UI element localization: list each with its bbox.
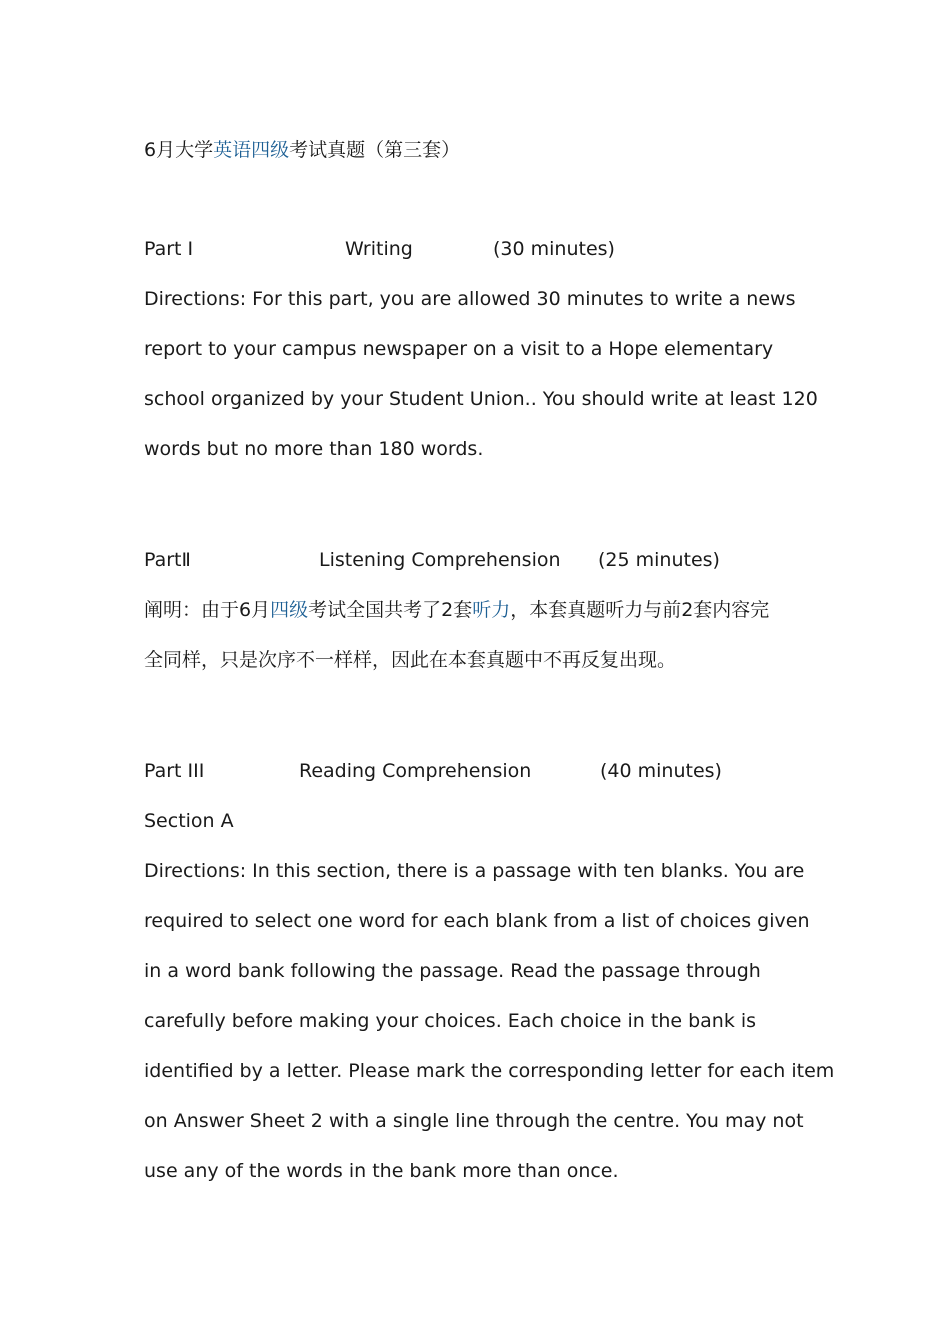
part1-label: Part I [144,238,194,260]
part3-directions-line: in a word bank following the passage. Read the passage through [144,960,761,982]
part3-directions-line: use any of the words in the bank more than once. [144,1160,619,1182]
part2-name: Listening Comprehension [319,549,561,571]
part2-note-text: 阐明：由于6月 [144,599,271,621]
title-prefix: 6月大学 [144,139,214,161]
part1-time: (30 minutes) [493,238,615,260]
part3-label: Part III [144,760,205,782]
part1-directions-line: Directions: For this part, you are allowed 30 minutes to write a news [144,288,796,310]
part2-time: (25 minutes) [598,549,720,571]
section-a-heading: Section A [144,810,234,832]
part2-heading [144,547,844,573]
part2-note-text: 考试全国共考了2套 [308,599,473,621]
part2-label: PartⅡ [144,549,191,571]
part3-directions-line: required to select one word for each blank from a list of choices given [144,910,810,932]
part1-name: Writing [345,238,413,260]
part3-directions-line: identified by a letter. Please mark the corresponding letter for each item [144,1060,835,1082]
part3-heading [144,758,844,784]
part3-directions-line: Directions: In this section, there is a passage with ten blanks. You are [144,860,805,882]
part3-time: (40 minutes) [600,760,722,782]
title-link-cet4[interactable]: 英语四级 [213,139,290,161]
part3-directions-line: on Answer Sheet 2 with a single line through the centre. You may not [144,1110,804,1132]
part1-directions-line: school organized by your Student Union.. You should write at least 120 [144,388,818,410]
part2-note-line [144,597,769,623]
part2-link-listening[interactable]: 听力 [472,599,511,621]
document-title [144,137,460,163]
part3-directions-line: carefully before making your choices. Each choice in the bank is [144,1010,757,1032]
part1-directions-line: words but no more than 180 words. [144,438,484,460]
part1-directions-line: report to your campus newspaper on a visit to a Hope elementary [144,338,774,360]
title-suffix: 考试真题（第三套） [289,139,461,161]
part2-note-line: 全同样，只是次序不一样样，因此在本套真题中不再反复出现。 [144,649,677,671]
part3-name: Reading Comprehension [299,760,532,782]
part2-note-text: ，本套真题听力与前2套内容完 [510,599,770,621]
part1-heading [144,236,844,262]
part2-link-cet4[interactable]: 四级 [270,599,309,621]
